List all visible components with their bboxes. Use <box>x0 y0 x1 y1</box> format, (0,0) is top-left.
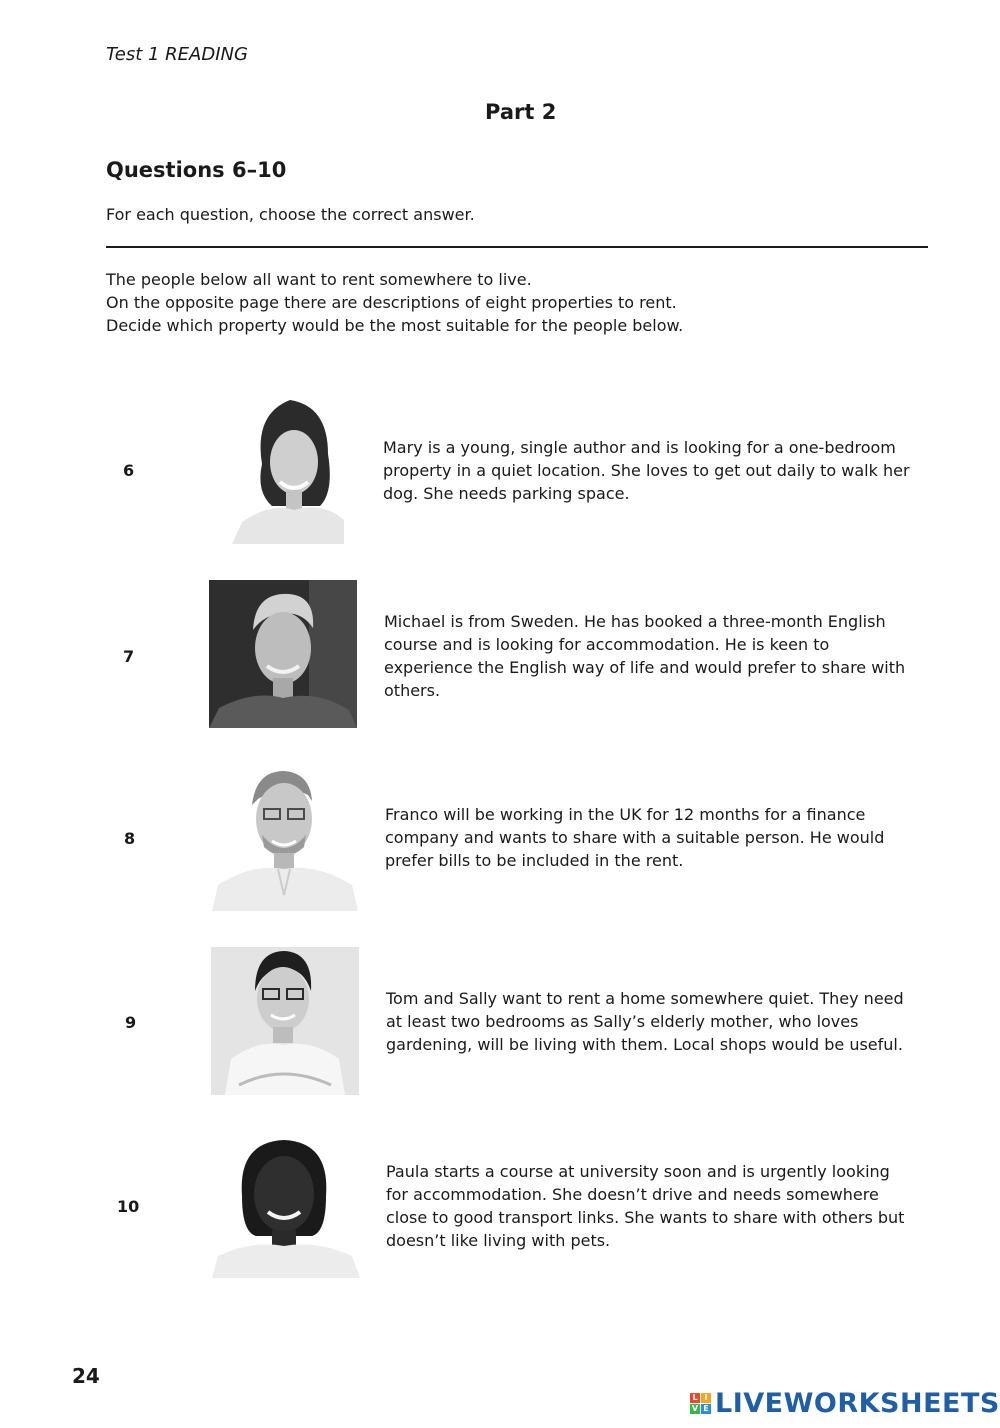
description-line: company and wants to share with a suitable person. He would <box>385 828 885 847</box>
description-line: gardening, will be living with them. Local shops would be useful. <box>386 1035 903 1054</box>
question-description-10 <box>386 1160 926 1252</box>
person-photo-paula <box>212 1136 360 1278</box>
description-line: others. <box>384 681 441 700</box>
divider-rule <box>106 246 928 248</box>
question-description-7 <box>384 610 924 702</box>
description-line: close to good transport links. She wants to share with others but <box>386 1208 905 1227</box>
description-line: for accommodation. She doesn’t drive and needs somewhere <box>386 1185 879 1204</box>
page-number: 24 <box>72 1364 100 1388</box>
person-photo-mary <box>232 394 344 544</box>
liveworksheets-logo-text: LIVEWORKSHEETS <box>715 1388 1000 1419</box>
question-number-8: 8 <box>124 829 136 848</box>
logo-mark-letter: V <box>691 1404 699 1413</box>
description-line: Paula starts a course at university soon and is urgently looking <box>386 1162 890 1181</box>
person-photo-michael <box>209 580 357 728</box>
logo-mark-letter: I <box>701 1393 711 1403</box>
description-line: doesn’t like living with pets. <box>386 1231 611 1250</box>
description-line: course and is looking for accommodation. He is keen to <box>384 635 830 654</box>
question-number-7: 7 <box>123 647 135 666</box>
instruction-text: For each question, choose the correct answer. <box>106 205 475 224</box>
question-number-10: 10 <box>117 1197 140 1216</box>
description-line: Tom and Sally want to rent a home somewhere quiet. They need <box>386 989 904 1008</box>
intro-text <box>106 268 683 337</box>
question-number-6: 6 <box>123 461 135 480</box>
description-line: Mary is a young, single author and is looking for a one-bedroom <box>383 438 896 457</box>
description-line: Michael is from Sweden. He has booked a three-month English <box>384 612 886 631</box>
page-header-label: Test 1 READING <box>106 44 248 65</box>
description-line: prefer bills to be included in the rent. <box>385 851 684 870</box>
logo-mark-letter: L <box>690 1393 700 1403</box>
question-description-9 <box>386 987 926 1056</box>
person-photo-franco <box>212 765 358 911</box>
part-title: Part 2 <box>485 100 557 124</box>
question-number-9: 9 <box>125 1013 137 1032</box>
intro-line: The people below all want to rent somewhere to live. <box>106 270 532 289</box>
person-photo-tom-and-sally <box>211 947 359 1095</box>
question-description-8 <box>385 803 925 872</box>
description-line: dog. She needs parking space. <box>383 484 630 503</box>
question-description-6 <box>383 436 923 505</box>
description-line: at least two bedrooms as Sally’s elderly mother, who loves <box>386 1012 859 1031</box>
intro-line: Decide which property would be the most suitable for the people below. <box>106 316 684 335</box>
description-line: property in a quiet location. She loves to get out daily to walk her <box>383 461 910 480</box>
liveworksheets-logo[interactable] <box>690 1388 1000 1419</box>
description-line: Franco will be working in the UK for 12 months for a finance <box>385 805 866 824</box>
intro-line: On the opposite page there are descriptions of eight properties to rent. <box>106 293 677 312</box>
logo-mark-letter: E <box>701 1404 711 1414</box>
questions-title: Questions 6–10 <box>106 158 287 182</box>
liveworksheets-logo-icon <box>690 1393 711 1414</box>
description-line: experience the English way of life and would prefer to share with <box>384 658 906 677</box>
